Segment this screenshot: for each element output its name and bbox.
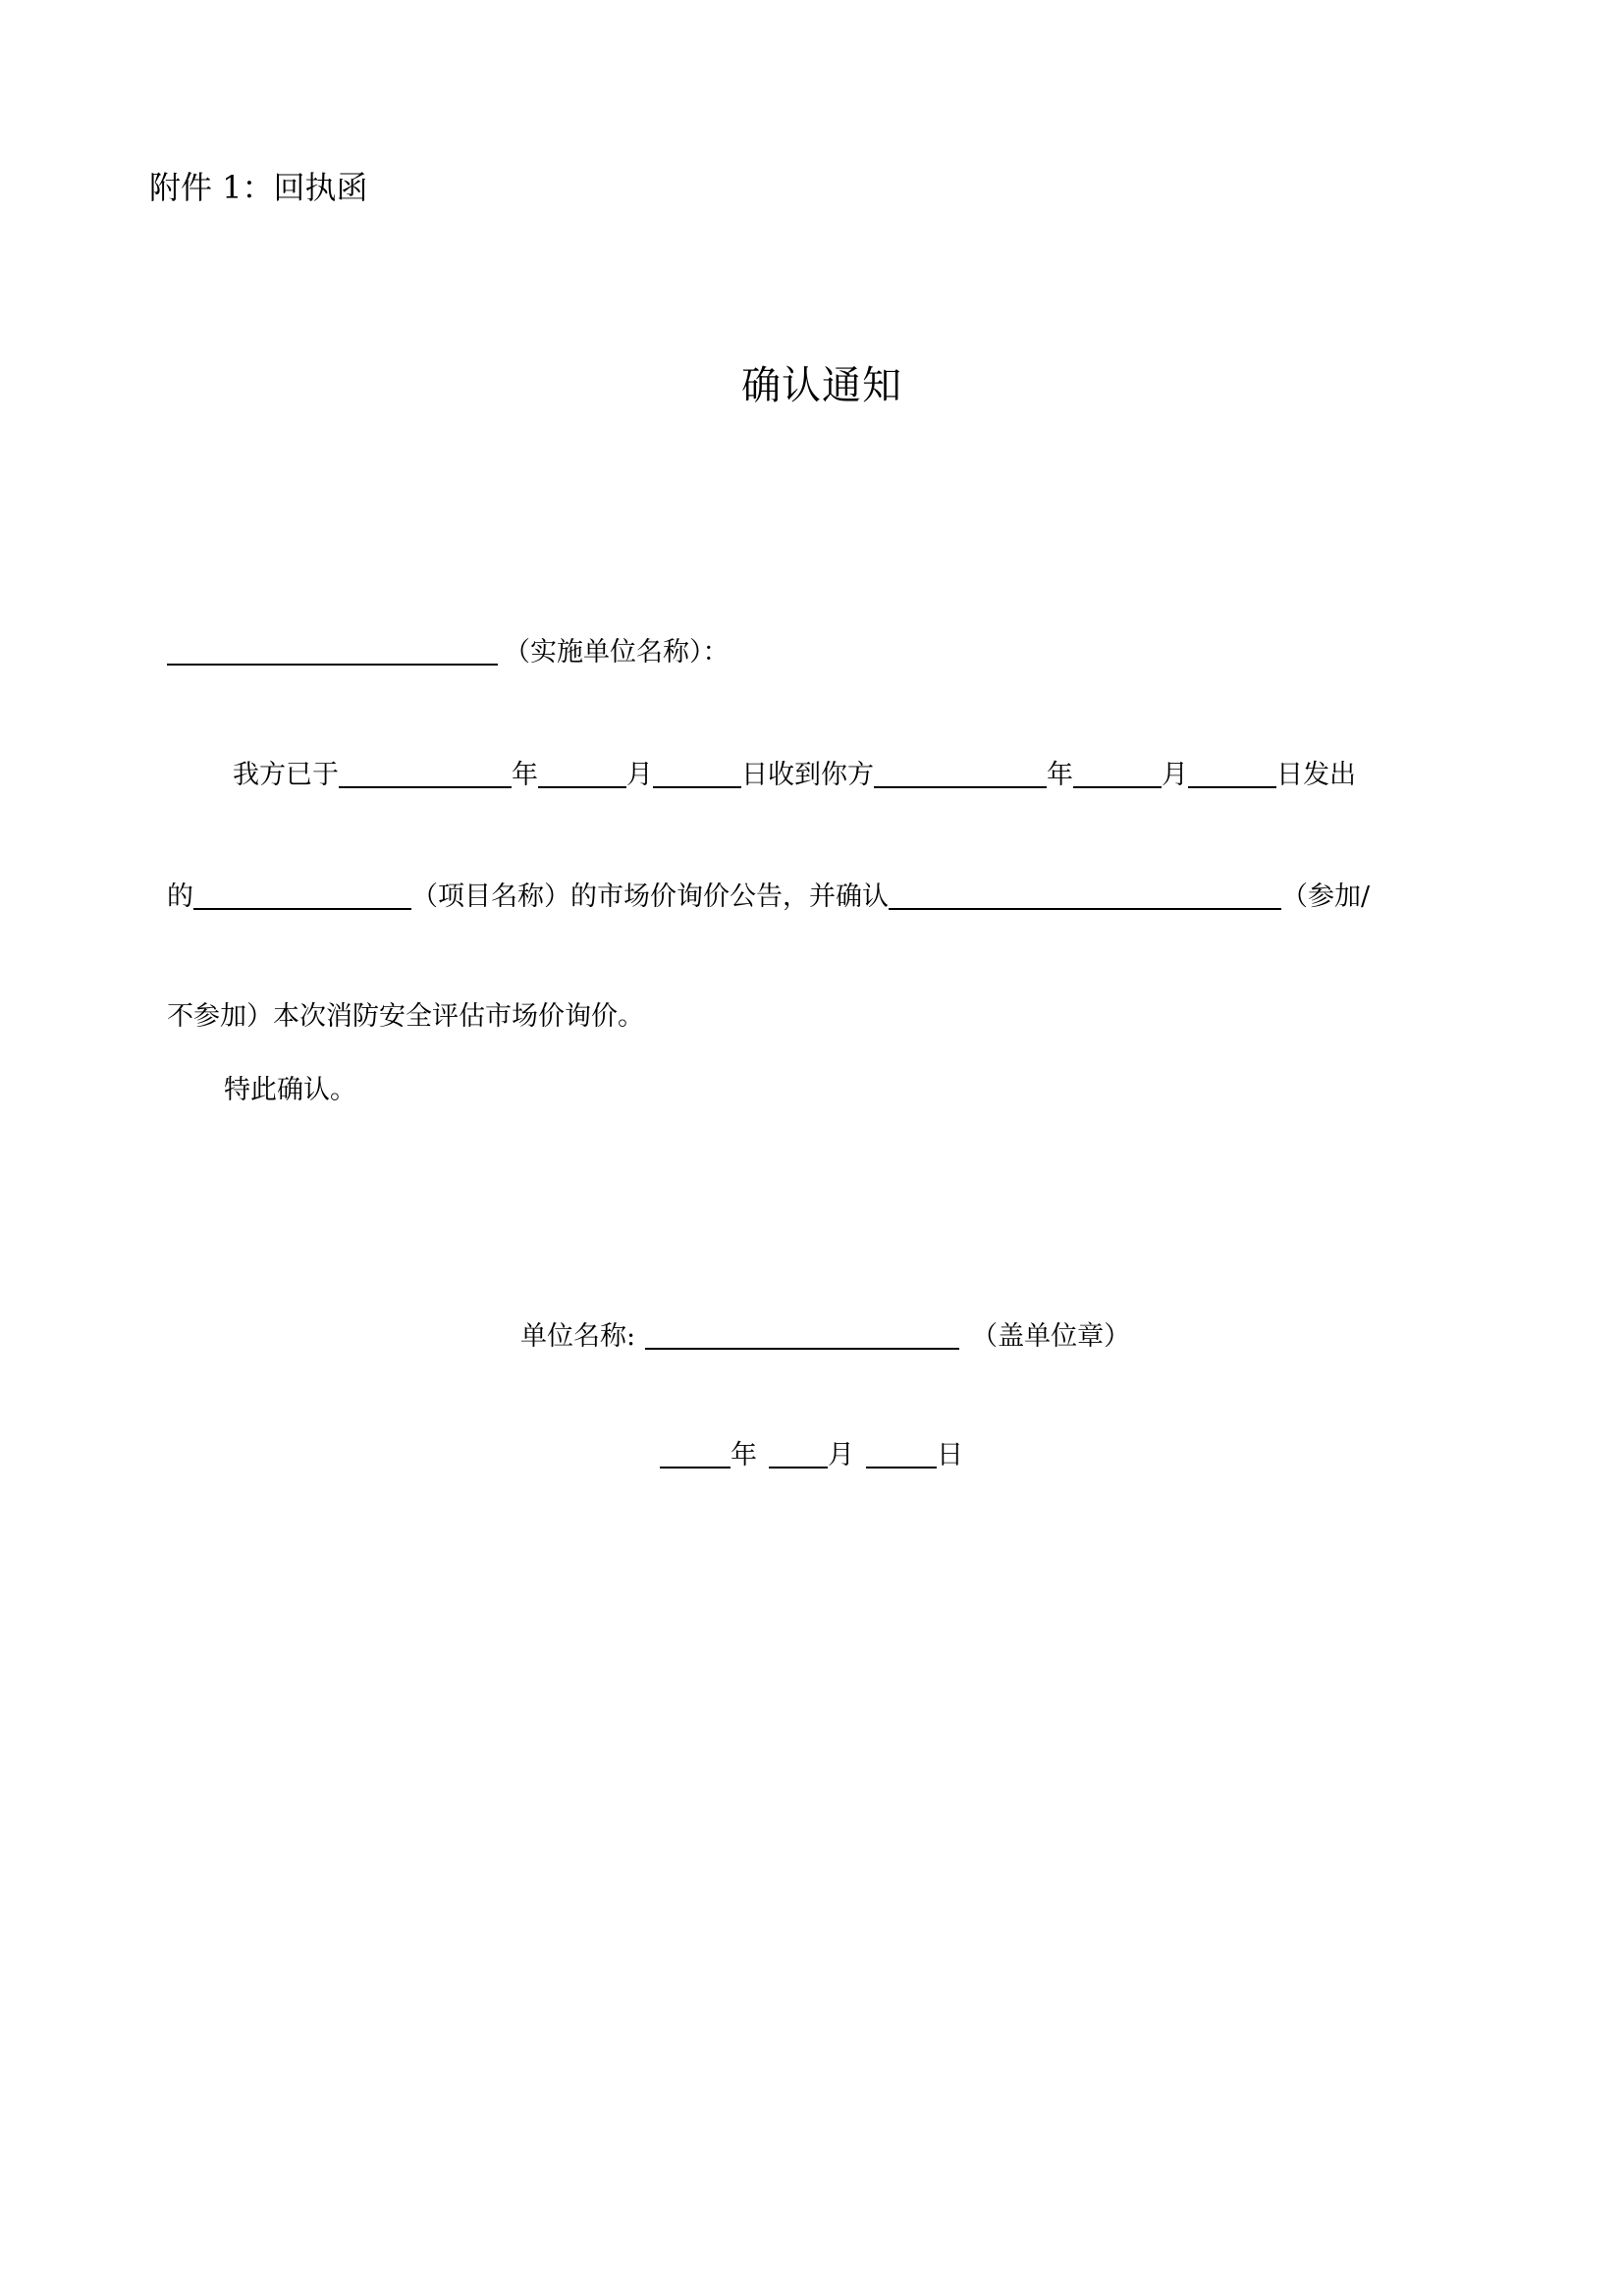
signature-unit-blank — [645, 1320, 959, 1350]
unit-name-blank — [167, 636, 498, 666]
paragraph-line-1 — [233, 759, 1356, 788]
attachment-label: 附件 1：回执函 — [149, 169, 368, 206]
received-prefix: 我方已于 — [233, 760, 339, 790]
date-month-blank — [769, 1439, 828, 1468]
document-title: 确认通知 — [741, 363, 902, 408]
received-month-label: 月 — [626, 760, 653, 790]
date-month-label: 月 — [828, 1440, 854, 1470]
sent-month-label: 月 — [1162, 760, 1188, 790]
sent-year-label: 年 — [1047, 760, 1073, 790]
signature-line — [520, 1320, 1130, 1350]
received-month-blank — [538, 759, 626, 788]
participation-blank — [889, 881, 1281, 910]
paragraph-line-3: 不参加）本次消防安全评估市场价询价。 — [167, 1001, 644, 1032]
date-year-blank — [660, 1439, 731, 1468]
date-line — [660, 1439, 963, 1468]
unit-name-label: 单位名称: — [520, 1321, 636, 1352]
date-day-label: 日 — [937, 1440, 963, 1470]
date-year-label: 年 — [731, 1440, 757, 1470]
sent-day-label: 日发出 — [1276, 760, 1356, 790]
received-year-blank — [339, 759, 512, 788]
received-day-blank — [653, 759, 741, 788]
sent-day-blank — [1188, 759, 1276, 788]
project-name-blank — [193, 881, 411, 910]
paragraph-line-2 — [167, 881, 1370, 910]
addressee-line — [167, 636, 730, 666]
participation-hint: （参加/ — [1281, 881, 1371, 912]
date-day-blank — [866, 1439, 937, 1468]
received-year-label: 年 — [512, 760, 538, 790]
received-day-label: 日收到你方 — [741, 760, 874, 790]
closing-text: 特此确认。 — [224, 1075, 356, 1105]
addressee-suffix: （实施单位名称）： — [504, 637, 730, 667]
sent-month-blank — [1073, 759, 1162, 788]
sent-year-blank — [874, 759, 1047, 788]
seal-hint: （盖单位章） — [971, 1321, 1131, 1352]
project-name-hint: （项目名称）的市场价询价公告，并确认 — [411, 881, 889, 912]
of-prefix: 的 — [167, 881, 193, 912]
